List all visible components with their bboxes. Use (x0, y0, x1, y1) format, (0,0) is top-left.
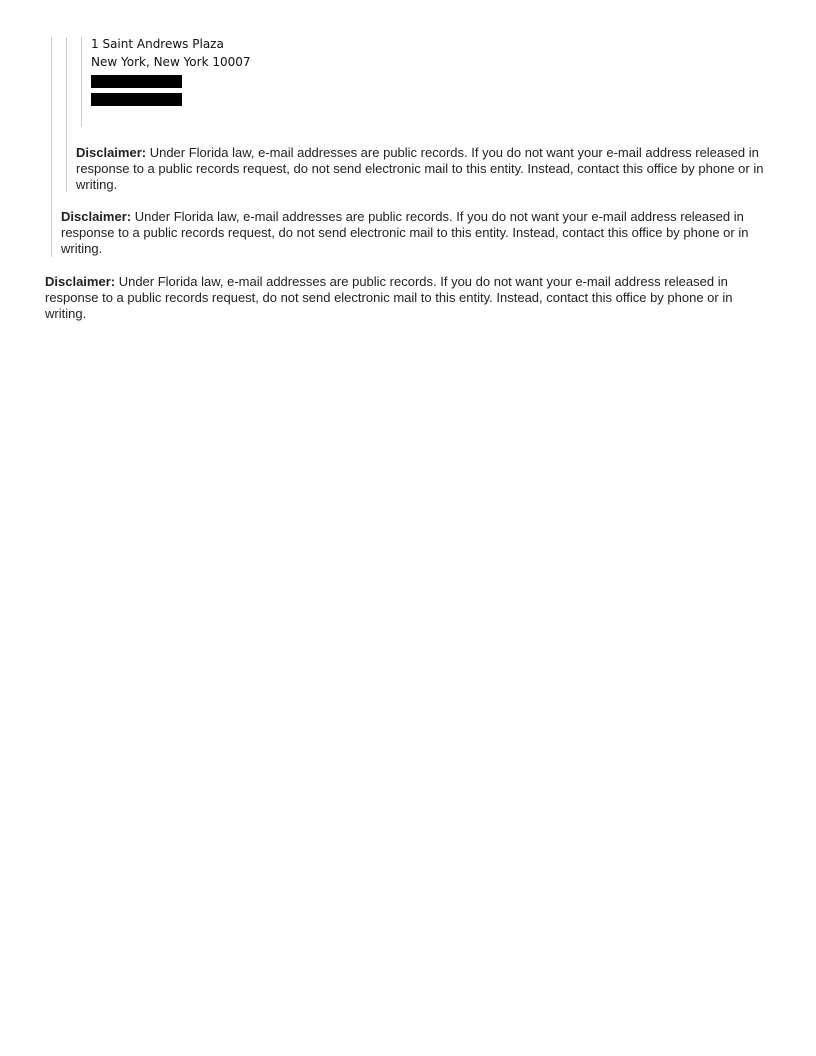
disclaimer-label: Disclaimer: (76, 145, 147, 160)
disclaimer-outer (45, 274, 755, 322)
quote-bar-middle (66, 37, 67, 192)
disclaimer-text: Under Florida law, e-mail addresses are public records. If you do not want your e-mail address released in response to a public records request, do not send electronic mail to this entity. Instead, contact this office by phone or in writing. (61, 209, 749, 256)
disclaimer-middle (61, 209, 771, 257)
quote-bar-outer (51, 37, 52, 257)
disclaimer-inner (76, 145, 769, 193)
redacted-block (91, 93, 182, 106)
disclaimer-text: Under Florida law, e-mail addresses are public records. If you do not want your e-mail address released in response to a public records request, do not send electronic mail to this entity. Instead, contact this office by phone or in writing. (45, 274, 733, 321)
disclaimer-text: Under Florida law, e-mail addresses are public records. If you do not want your e-mail address released in response to a public records request, do not send electronic mail to this entity. Instead, contact this office by phone or in writing. (76, 145, 764, 192)
address-line-city: New York, New York 10007 (91, 55, 251, 69)
disclaimer-label: Disclaimer: (61, 209, 132, 224)
redacted-block (91, 75, 182, 88)
address-line-street: 1 Saint Andrews Plaza (91, 37, 224, 51)
quote-bar-inner (81, 37, 82, 127)
disclaimer-label: Disclaimer: (45, 274, 116, 289)
